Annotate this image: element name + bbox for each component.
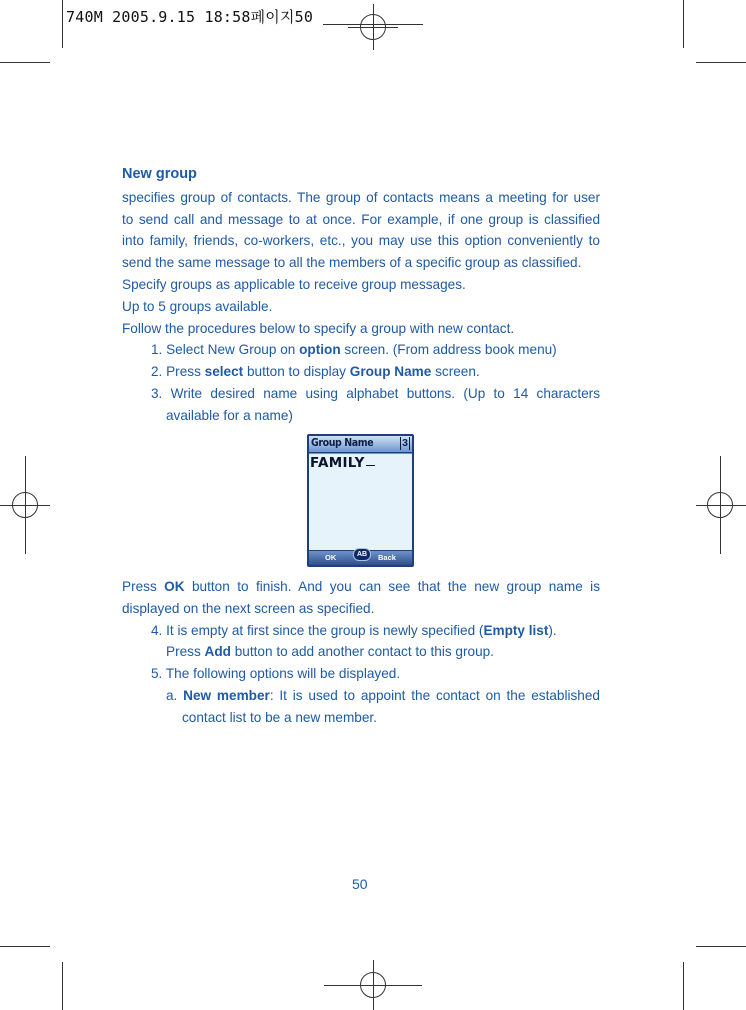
crop-mark xyxy=(683,962,684,1010)
intro-line: specifies group of contacts. The group of contacts means a meeting for user xyxy=(122,189,600,205)
step-1: 1. Select New Group on option screen. (From address book menu) xyxy=(151,342,557,358)
intro-paragraph xyxy=(122,187,600,340)
softkey-ok: OK xyxy=(325,553,337,562)
step-4-continued: Press Add button to add another contact to this group. xyxy=(166,644,494,660)
crop-mark xyxy=(683,0,684,48)
group-name-input: FAMILY xyxy=(310,455,375,471)
option-a: a. New member: It is used to appoint the contact on the established xyxy=(166,687,600,703)
crop-mark xyxy=(696,946,746,947)
crop-mark xyxy=(0,62,50,63)
intro-line: send the same message to all the members of a specific group as classified. xyxy=(122,255,582,271)
option-a-continued: contact list to be a new member. xyxy=(182,709,377,725)
phone-title-bar xyxy=(309,436,412,452)
intro-line: Specify groups as applicable to receive group messages. xyxy=(122,276,466,292)
crop-mark xyxy=(62,0,63,48)
softkey-back: Back xyxy=(378,553,396,562)
phone-count-indicator: 3 xyxy=(402,437,408,449)
phone-input-area xyxy=(309,453,412,550)
step-5: 5. The following options will be displayed. xyxy=(151,666,401,682)
section-upper xyxy=(122,164,600,427)
intro-line: Up to 5 groups available. xyxy=(122,298,273,314)
section-lower xyxy=(122,576,600,729)
print-header: 740M 2005.9.15 18:58페이지50 xyxy=(66,8,314,26)
press-ok-paragraph: Press OK button to finish. And you can see that the new group name is xyxy=(122,579,600,594)
section-title: New group xyxy=(122,166,197,182)
phone-softkey-bar xyxy=(309,551,412,565)
text-cursor xyxy=(366,465,375,466)
press-ok-paragraph-continued: displayed on the next screen as specified. xyxy=(122,600,375,616)
intro-line: to send call and message to at once. For example, if one group is classified xyxy=(122,211,600,227)
step-3-continued: available for a name) xyxy=(166,407,293,423)
phone-title: Group Name xyxy=(311,437,374,449)
crop-mark xyxy=(696,62,746,63)
page-number: 50 xyxy=(352,876,368,892)
step-3: 3. Write desired name using alphabet buttons. (Up to 14 characters xyxy=(151,385,600,401)
phone-screenshot xyxy=(307,434,414,567)
crop-mark xyxy=(62,962,63,1010)
input-mode-indicator: AB xyxy=(353,548,371,561)
crop-mark xyxy=(0,946,50,947)
step-4: 4. It is empty at first since the group is newly specified (Empty list). xyxy=(151,622,557,638)
intro-line: into family, friends, co-workers, etc., you may use this option conveniently to xyxy=(122,233,600,249)
intro-line: Follow the procedures below to specify a group with new contact. xyxy=(122,320,515,336)
step-2: 2. Press select button to display Group Name screen. xyxy=(151,364,480,380)
